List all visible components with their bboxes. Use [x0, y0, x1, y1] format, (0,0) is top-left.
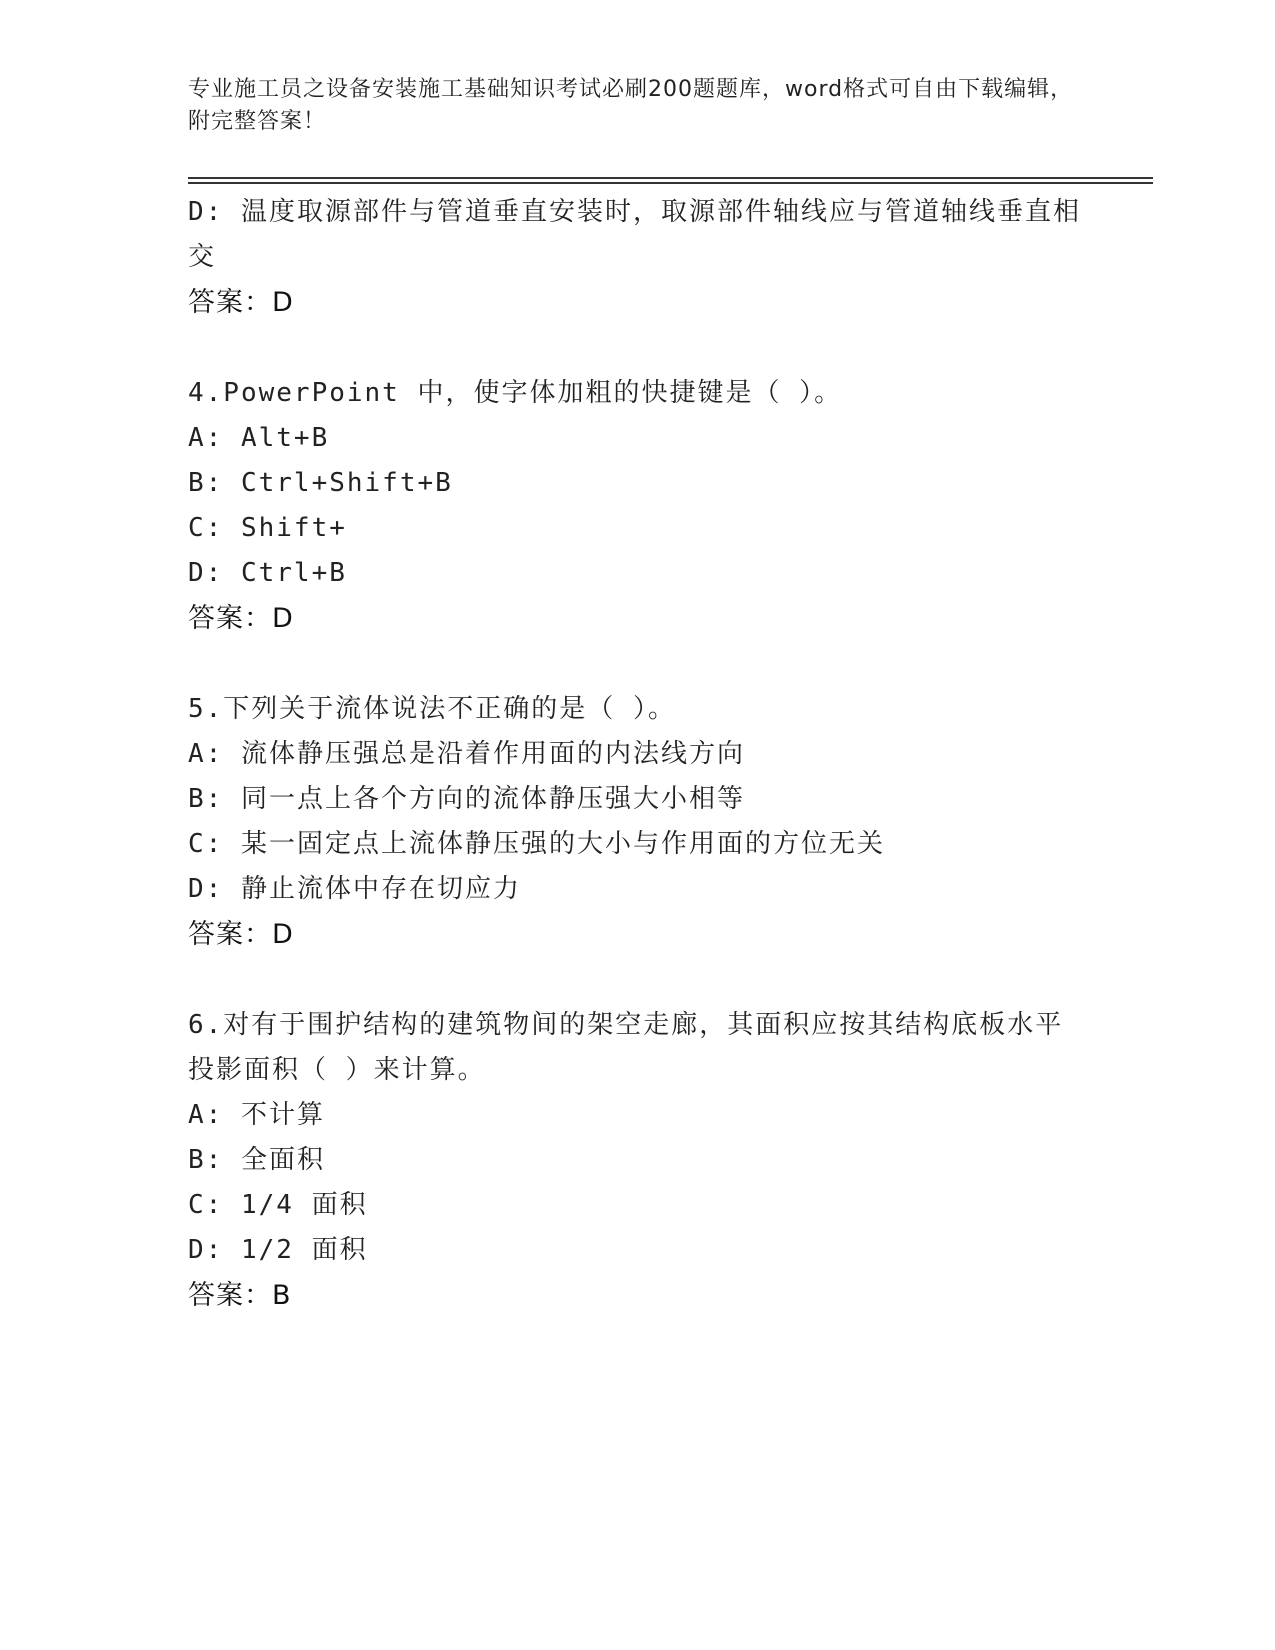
option-a: A: Alt+B	[188, 423, 330, 453]
question-4-block	[188, 371, 1088, 641]
question-text: 6.对有于围护结构的建筑物间的架空走廊，其面积应按其结构底板水平投影面积（ ）来计算。	[188, 1010, 1064, 1085]
question-6-block	[188, 1003, 1088, 1318]
option-a: A: 不计算	[188, 1100, 325, 1130]
page-header: 专业施工员之设备安装施工基础知识考试必刷200题题库，word格式可自由下载编辑，附完整答案！	[188, 77, 1074, 134]
answer: 答案：D	[188, 919, 294, 950]
header-divider	[188, 177, 1153, 179]
answer: 答案：D	[188, 603, 294, 634]
option-b: B: Ctrl+Shift+B	[188, 468, 453, 498]
question-3-block	[188, 190, 1088, 325]
option-d: D: 温度取源部件与管道垂直安装时，取源部件轴线应与管道轴线垂直相交	[188, 197, 1081, 272]
option-d: D: 静止流体中存在切应力	[188, 874, 521, 904]
question-list	[188, 190, 1088, 1318]
question-text: 5.下列关于流体说法不正确的是（ ）。	[188, 694, 676, 724]
option-b: B: 同一点上各个方向的流体静压强大小相等	[188, 784, 745, 814]
option-c: C: 某一固定点上流体静压强的大小与作用面的方位无关	[188, 829, 885, 859]
option-a: A: 流体静压强总是沿着作用面的内法线方向	[188, 739, 745, 769]
answer: 答案：D	[188, 287, 294, 318]
question-5-block	[188, 687, 1088, 957]
option-d: D: Ctrl+B	[188, 558, 347, 588]
option-d: D: 1/2 面积	[188, 1235, 368, 1265]
answer: 答案：B	[188, 1280, 292, 1311]
option-c: C: Shift+	[188, 513, 347, 543]
option-b: B: 全面积	[188, 1145, 325, 1175]
header-divider-double	[188, 182, 1153, 184]
option-c: C: 1/4 面积	[188, 1190, 368, 1220]
question-text: 4.PowerPoint 中，使字体加粗的快捷键是（ ）。	[188, 378, 843, 408]
